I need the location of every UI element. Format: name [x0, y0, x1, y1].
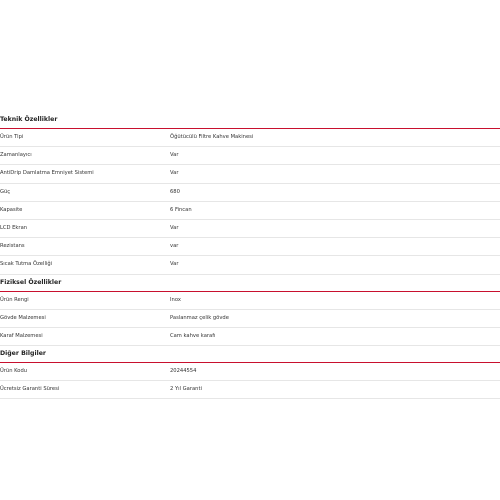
spec-value: Var: [170, 170, 179, 177]
spec-value: Paslanmaz çelik gövde: [170, 314, 229, 321]
spec-row: [0, 147, 500, 165]
spec-label: LCD Ekran: [0, 224, 28, 231]
spec-row: [0, 165, 500, 183]
spec-label: Ücretsiz Garanti Süresi: [0, 386, 60, 393]
spec-section: [0, 275, 500, 347]
spec-section: [0, 346, 500, 399]
spec-value: Var: [170, 224, 179, 231]
spec-value: 20244554: [170, 368, 197, 375]
spec-label: AntiDrip Damlatma Emniyet Sistemi: [0, 170, 94, 177]
section-title: Diğer Bilgiler: [0, 350, 46, 358]
spec-value: var: [170, 243, 179, 250]
spec-label: Ürün Kodu: [0, 368, 28, 375]
spec-label: Sıcak Tutma Özelliği: [0, 261, 53, 268]
section-title: Fiziksel Özellikler: [0, 278, 62, 286]
spec-value: 680: [170, 188, 180, 195]
spec-label: Ürün Tipi: [0, 134, 24, 140]
spec-label: Karaf Malzemesi: [0, 332, 43, 339]
spec-label: Ürün Rengi: [0, 296, 29, 303]
spec-value: 6 Fincan: [170, 206, 192, 213]
spec-label: Rezistans: [0, 243, 25, 250]
section-title: Teknik Özellikler: [0, 116, 58, 123]
spec-row: [0, 238, 500, 256]
spec-label: Güç: [0, 188, 11, 195]
spec-row: [0, 292, 500, 310]
spec-label: Kapasite: [0, 206, 23, 213]
spec-row: [0, 202, 500, 220]
spec-value: Cam kahve karafı: [170, 332, 216, 339]
spec-row: [0, 328, 500, 346]
spec-row: [0, 184, 500, 202]
spec-label: Zamanlayıcı: [0, 152, 32, 159]
spec-value: Var: [170, 261, 179, 268]
spec-row: [0, 129, 500, 147]
spec-row: [0, 363, 500, 381]
spec-row: [0, 310, 500, 328]
spec-row: [0, 256, 500, 274]
spec-value: Var: [170, 152, 179, 159]
spec-label: Gövde Malzemesi: [0, 314, 46, 321]
spec-value: Öğütücülü Filtre Kahve Makinesi: [170, 134, 254, 140]
spec-section: [0, 112, 500, 275]
spec-row: [0, 220, 500, 238]
spec-value: 2 Yıl Garanti: [170, 386, 202, 393]
spec-row: [0, 381, 500, 399]
product-specifications: [0, 112, 500, 399]
spec-value: Inox: [170, 296, 181, 303]
